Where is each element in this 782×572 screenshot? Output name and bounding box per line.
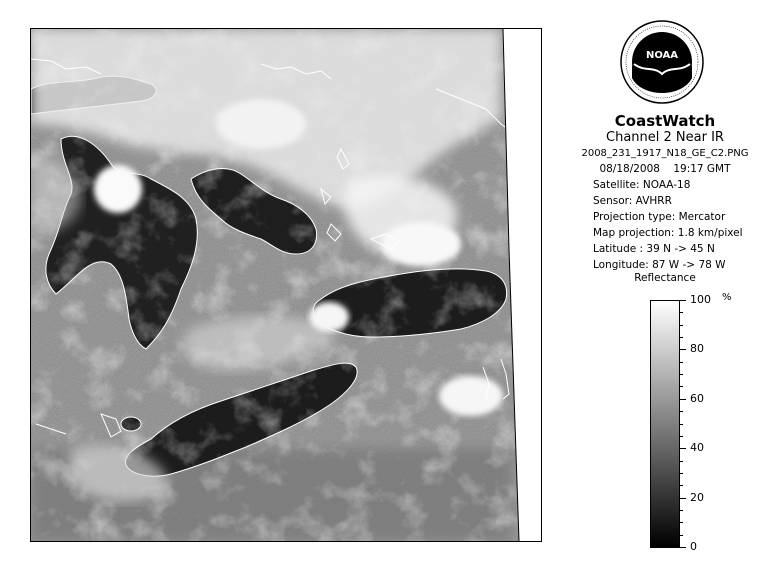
colorbar-minor-tick bbox=[680, 424, 683, 425]
colorbar-minor-tick bbox=[680, 535, 683, 536]
reflectance-colorbar bbox=[650, 300, 680, 548]
colorbar-minor-tick bbox=[680, 362, 683, 363]
colorbar-major-tick bbox=[680, 498, 686, 499]
colorbar-tick-label: 60 bbox=[690, 391, 704, 405]
longitude-label: Longitude: 87 W -> 78 W bbox=[593, 259, 726, 271]
colorbar-minor-tick bbox=[680, 337, 683, 338]
colorbar-major-tick bbox=[680, 399, 686, 400]
image-filename: 2008_231_1917_N18_GE_C2.PNG bbox=[581, 148, 749, 159]
colorbar-major-tick bbox=[680, 300, 686, 301]
colorbar-minor-tick bbox=[680, 411, 683, 412]
colorbar-minor-tick bbox=[680, 436, 683, 437]
colorbar-minor-tick bbox=[680, 325, 683, 326]
colorbar-minor-tick bbox=[680, 312, 683, 313]
colorbar-title: Reflectance bbox=[634, 272, 696, 284]
product-name: CoastWatch bbox=[614, 112, 716, 130]
colorbar-tick-label: 40 bbox=[690, 441, 704, 455]
acquisition-date: 08/18/2008 bbox=[599, 163, 660, 175]
colorbar-minor-tick bbox=[680, 510, 683, 511]
acquisition-datetime bbox=[560, 163, 770, 175]
acquisition-time: 19:17 GMT bbox=[673, 163, 731, 175]
channel-name: Channel 2 Near IR bbox=[606, 130, 724, 145]
projection-type-label: Projection type: Mercator bbox=[593, 211, 726, 223]
satellite-image bbox=[30, 28, 542, 542]
colorbar-major-tick bbox=[680, 349, 686, 350]
colorbar-tick-label: 20 bbox=[690, 490, 704, 504]
satellite-label: Satellite: NOAA-18 bbox=[593, 179, 691, 191]
noaa-logo bbox=[620, 20, 704, 104]
colorbar-minor-tick bbox=[680, 386, 683, 387]
info-panel bbox=[560, 20, 770, 560]
colorbar-tick-label: 80 bbox=[690, 342, 704, 356]
colorbar-major-tick bbox=[680, 448, 686, 449]
colorbar-unit: % bbox=[722, 292, 732, 303]
colorbar-minor-tick bbox=[680, 473, 683, 474]
cloud-cell bbox=[94, 165, 142, 213]
colorbar-minor-tick bbox=[680, 485, 683, 486]
sensor-label: Sensor: AVHRR bbox=[593, 195, 672, 207]
map-projection-label: Map projection: 1.8 km/pixel bbox=[593, 227, 743, 239]
colorbar-minor-tick bbox=[680, 374, 683, 375]
cloud-cell bbox=[439, 376, 503, 416]
latitude-label: Latitude : 39 N -> 45 N bbox=[593, 243, 715, 255]
colorbar-tick-label: 0 bbox=[690, 540, 697, 553]
colorbar-major-tick bbox=[680, 547, 686, 548]
noaa-logo-text: NOAA bbox=[645, 50, 679, 61]
colorbar-minor-tick bbox=[680, 461, 683, 462]
cloud-cell bbox=[309, 302, 349, 332]
colorbar-tick-label: 100 bbox=[690, 293, 711, 306]
colorbar-minor-tick bbox=[680, 522, 683, 523]
